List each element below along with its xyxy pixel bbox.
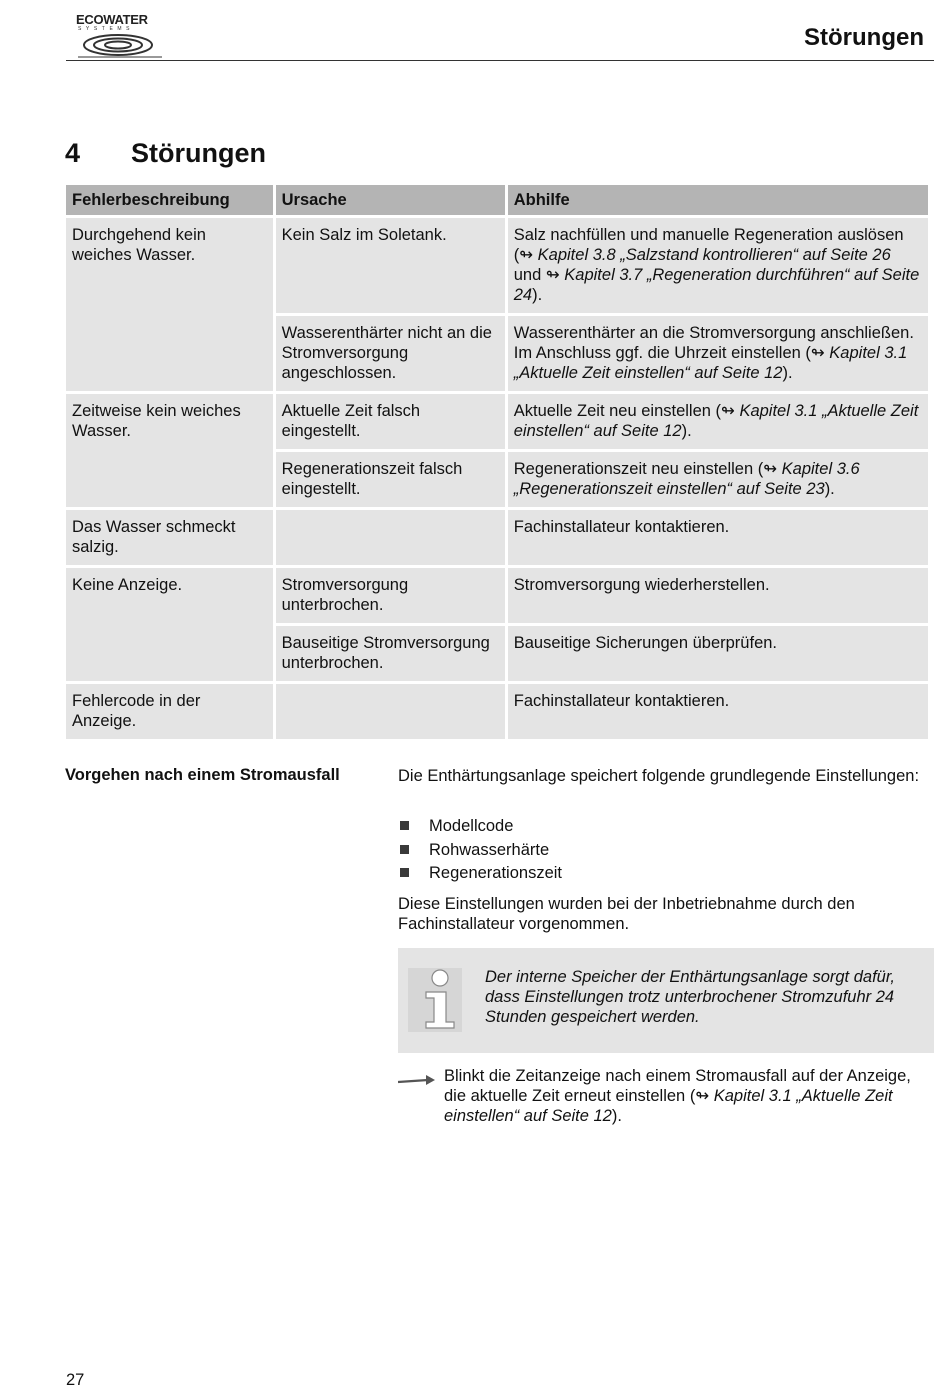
page-number: 27 [66,1371,85,1389]
cause-cell: Bauseitige Stromversorgung unterbrochen. [276,626,505,681]
chapter-reference: Kapitel 3.1 „Aktuelle Zeit einstellen“ auf Seite 12 [513,402,919,440]
remedy-cell: Aktuelle Zeit neu einstellen (↬ Kapitel 3.1 „Aktuelle Zeit einstellen“ auf Seite 12). [508,394,928,449]
remedy-cell: Wasserenthärter an die Stromversorgung anschließen. Im Anschluss ggf. die Uhrzeit einstellen (↬ Kapitel 3.1 „Aktuelle Zeit einstellen“ auf Seite 12). [508,316,928,391]
cause-cell: Kein Salz im Soletank. [276,218,505,313]
info-icon [408,968,462,1032]
fault-table [63,182,931,742]
cause-cell: Wasserenthärter nicht an die Stromversorgung angeschlossen. [276,316,505,391]
bullet-square-icon [400,868,409,877]
column-header-remedy: Abhilfe [508,185,928,215]
ref-symbol-icon: ↬ [810,344,825,362]
chapter-heading [65,138,266,169]
table-row [66,510,928,565]
ref-symbol-icon: ↬ [545,266,560,284]
list-item: Regenerationszeit [398,863,928,887]
bullet-square-icon [400,821,409,830]
result-text: Blinkt die Zeitanzeige nach einem Stromausfall auf der Anzeige, die aktuelle Zeit erneut einstellen (↬ Kapitel 3.1 „Aktuelle Zeit einstellen“ auf Seite 12). [444,1067,911,1125]
table-row [66,568,928,623]
cause-cell: Stromversorgung unterbrochen. [276,568,505,623]
info-box [398,948,934,1053]
chapter-reference: Kapitel 3.1 „Aktuelle Zeit einstellen“ auf Seite 12 [513,344,908,382]
logo-wordmark: ECOWATER [76,12,148,27]
fault-cell: Durchgehend kein weiches Wasser. [66,218,273,391]
fault-cell: Fehlercode in der Anzeige. [66,684,273,739]
cause-cell [276,510,505,565]
column-header-fault: Fehlerbeschreibung [66,185,273,215]
fault-cell: Zeitweise kein weiches Wasser. [66,394,273,507]
table-header-row [66,185,928,215]
list-item: Modellcode [398,816,928,840]
cause-cell: Regenerationszeit falsch eingestellt. [276,452,505,507]
table-row [66,394,928,449]
remedy-cell: Regenerationszeit neu einstellen (↬ Kapitel 3.6 „Regenerationszeit einstellen“ auf Seite 23). [508,452,928,507]
cause-cell: Aktuelle Zeit falsch eingestellt. [276,394,505,449]
logo-swirl-icon [78,32,162,58]
info-text: Der interne Speicher der Enthärtungsanlage sorgt dafür, dass Einstellungen trotz unterbrochener Stromzufuhr 24 Stunden gespeichert werden. [485,968,896,1026]
ref-symbol-icon: ↬ [695,1087,710,1105]
chapter-title: Störungen [131,138,266,168]
ref-symbol-icon: ↬ [519,246,534,264]
logo-subtext: SYSTEMS [78,26,135,32]
intro-paragraph: Die Enthärtungsanlage speichert folgende grundlegende Einstellungen: [398,767,920,785]
section-heading: Vorgehen nach einem Stromausfall [65,766,340,784]
bullet-square-icon [400,845,409,854]
result-step [398,1066,928,1126]
ref-symbol-icon: ↬ [763,460,778,478]
remedy-cell: Fachinstallateur kontaktieren. [508,510,928,565]
fault-cell: Keine Anzeige. [66,568,273,681]
chapter-reference: Kapitel 3.6 „Regenerationszeit einstellen“ auf Seite 23 [513,460,860,498]
table-row [66,218,928,313]
remedy-cell: Stromversorgung wiederherstellen. [508,568,928,623]
remedy-cell: Fachinstallateur kontaktieren. [508,684,928,739]
remedy-cell: Bauseitige Sicherungen überprüfen. [508,626,928,681]
running-title: Störungen [804,24,924,51]
chapter-reference: Kapitel 3.7 „Regeneration durchführen“ auf Seite 24 [513,266,920,304]
note-paragraph: Diese Einstellungen wurden bei der Inbetriebnahme durch den Fachinstallateur vorgenommen. [398,895,855,933]
column-header-cause: Ursache [276,185,505,215]
header-divider [66,60,934,61]
fault-table-body [66,218,928,739]
settings-list [398,816,928,887]
ref-symbol-icon: ↬ [721,402,735,420]
remedy-cell: Salz nachfüllen und manuelle Regeneration auslösen (↬ Kapitel 3.8 „Salzstand kontrollieren“ auf Seite 26 und ↬ Kapitel 3.7 „Regeneration durchführen“ auf Seite 24). [508,218,928,313]
cause-cell [276,684,505,739]
brand-logo [72,12,172,60]
table-row [66,684,928,739]
chapter-reference: Kapitel 3.8 „Salzstand kontrollieren“ auf Seite 26 [537,246,891,264]
chapter-reference: Kapitel 3.1 „Aktuelle Zeit einstellen“ auf Seite 12 [444,1087,893,1125]
fault-cell: Das Wasser schmeckt salzig. [66,510,273,565]
arrow-right-icon [398,1072,436,1086]
list-item: Rohwasserhärte [398,840,928,864]
chapter-number: 4 [65,138,81,168]
